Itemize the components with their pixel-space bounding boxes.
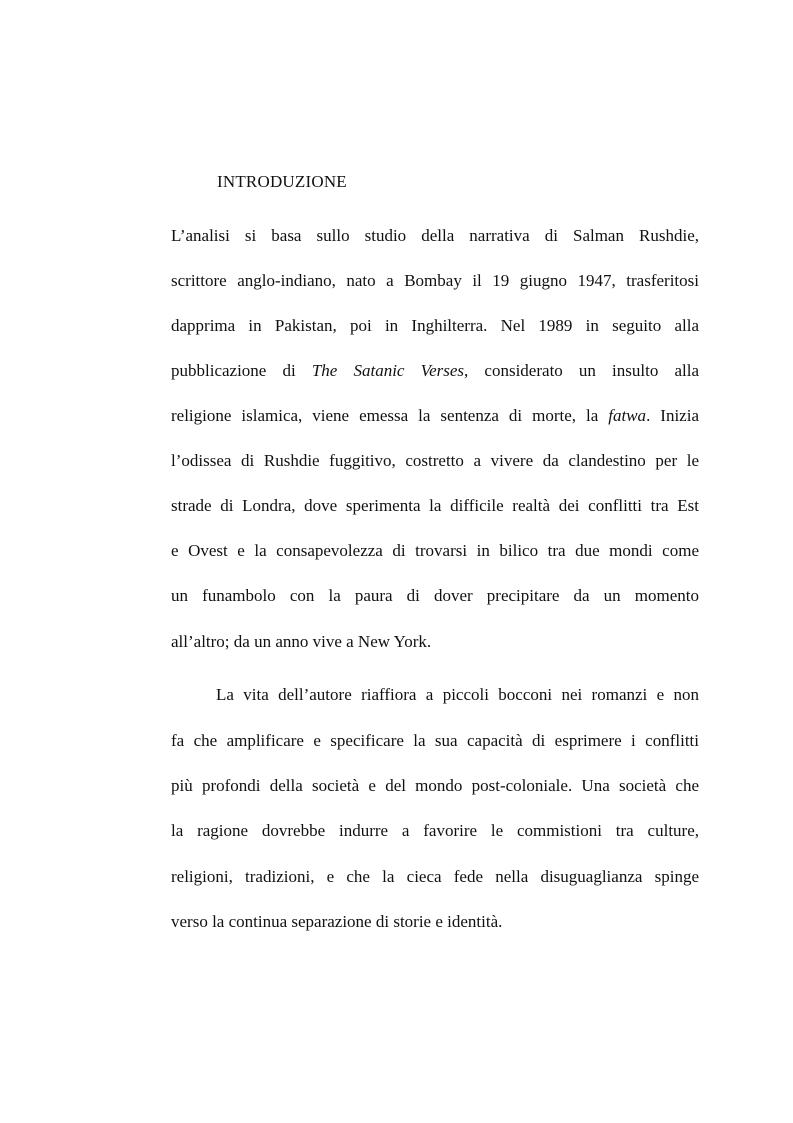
book-title: The Satanic Verses <box>311 361 465 380</box>
text-line: La vita dell’autore riaffiora a piccoli bocconi nei romanzi e non <box>216 685 699 704</box>
text-line: più profondi della società e del mondo post-coloniale. Una società che <box>171 776 699 795</box>
text-line: religioni, tradizioni, e che la cieca fede nella disuguaglianza spinge <box>171 867 699 886</box>
text-line: un funambolo con la paura di dover precipitare da un momento <box>171 586 699 605</box>
section-heading: INTRODUZIONE <box>217 172 347 191</box>
text-line: L’analisi si basa sullo studio della narrativa di Salman Rushdie, <box>171 226 699 245</box>
text-line: l’odissea di Rushdie fuggitivo, costretto a vivere da clandestino per le <box>171 451 699 470</box>
text-fragment: , considerato un insulto alla <box>464 361 700 380</box>
text-line: strade di Londra, dove sperimenta la difficile realtà dei conflitti tra Est <box>171 496 699 515</box>
italic-term: fatwa <box>608 406 647 425</box>
text-fragment: religione islamica, viene emessa la sentenza di morte, la <box>171 406 609 425</box>
text-line: scrittore anglo-indiano, nato a Bombay il 19 giugno 1947, trasferitosi <box>171 271 699 290</box>
text-line: dapprima in Pakistan, poi in Inghilterra. Nel 1989 in seguito alla <box>171 316 699 335</box>
text-fragment: . Inizia <box>646 406 699 425</box>
text-line: verso la continua separazione di storie e identità. <box>171 912 503 931</box>
text-line <box>171 405 699 427</box>
text-line: fa che amplificare e specificare la sua capacità di esprimere i conflitti <box>171 731 699 750</box>
text-line: all’altro; da un anno vive a New York. <box>171 632 432 651</box>
text-line <box>171 360 699 382</box>
text-line: e Ovest e la consapevolezza di trovarsi in bilico tra due mondi come <box>171 541 699 560</box>
text-fragment: pubblicazione di <box>171 361 312 380</box>
text-line: la ragione dovrebbe indurre a favorire le commistioni tra culture, <box>171 821 699 840</box>
